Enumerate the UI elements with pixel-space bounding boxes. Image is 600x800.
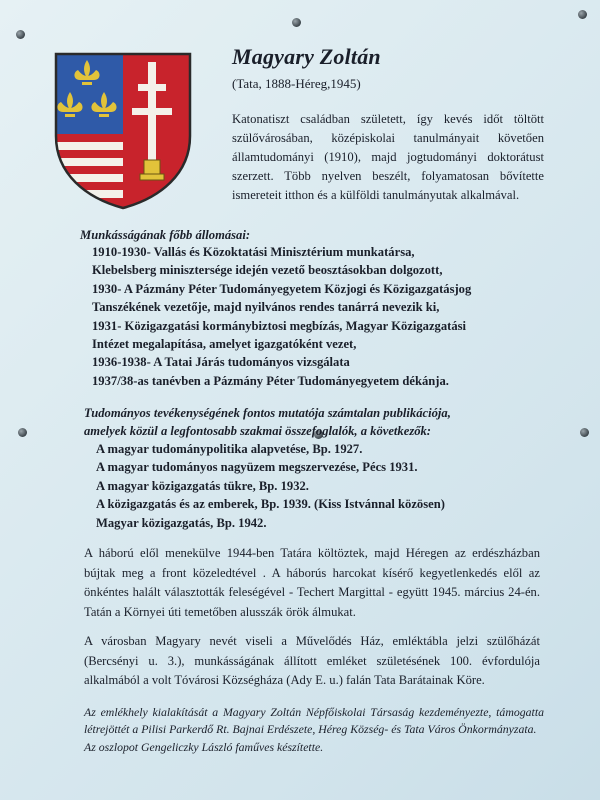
screw-mid-right: [580, 428, 589, 437]
career-line: 1930- A Pázmány Péter Tudományegyetem Közjogi és Közigazgatásjog: [92, 281, 472, 296]
intro-paragraph: Katonatiszt családban született, így kevés időt töltött szülővárosában, középiskolai tanulmányait követően államtudományi (1910), majd jogtudományi doktorátust szerzett. Több nyelven beszélt, folyamatosan bővítette ismereteit itthon és a külföldi tanulmányutak alkalmával.: [232, 112, 544, 202]
coat-of-arms-icon: [52, 50, 194, 212]
career-line: 1936-1938- A Tatai Járás tudományos vizsgálata: [92, 355, 350, 370]
screw-top-left: [16, 30, 25, 39]
publication-item: A közigazgatás és az emberek, Bp. 1939. (Kiss Istvánnal közösen): [96, 497, 445, 512]
publication-item: Magyar közigazgatás, Bp. 1942.: [96, 515, 267, 530]
footer-credit-line: Az oszlopot Gengeliczky László faműves készítette.: [84, 739, 324, 754]
screw-top-right: [578, 10, 587, 19]
publication-item: A magyar tudománypolitika alapvetése, Bp. 1927.: [96, 442, 363, 456]
career-list: [92, 243, 471, 390]
screw-mid-left: [18, 428, 27, 437]
page-subtitle: (Tata, 1888-Héreg,1945): [232, 76, 361, 91]
publication-item: A magyar közigazgatás tükre, Bp. 1932.: [96, 478, 309, 493]
footer-credits: [84, 704, 544, 756]
career-heading: Munkásságának főbb állomásai:: [80, 228, 251, 242]
career-line: 1937/38-as tanévben a Pázmány Péter Tudományegyetem dékánja.: [92, 373, 449, 388]
page-title: Magyary Zoltán: [232, 44, 381, 69]
screw-top-center: [292, 18, 301, 27]
war-paragraph: A háború elől menekülve 1944-ben Tatára költöztek, majd Héregen az erdészházban bújtak meg a front közeledtével . A háborús harcokat kísérő kegyetlenkedés elől az önkéntes halált választották feleségével - Techert Margittal - együtt 1945. március 24-én. Tatán a Környei úti temetőben alusszák örök álmukat.: [84, 546, 540, 619]
publications-heading: [84, 404, 451, 440]
career-line: Intézet megalapítása, amelyet igazgatóként vezet,: [92, 337, 357, 352]
shield-red-field: [123, 50, 194, 212]
publications-heading-line: Tudományos tevékenységének fontos mutatója számtalan publikációja,: [84, 406, 451, 420]
memory-paragraph: A városban Magyary nevét viseli a Művelődés Ház, emléktábla jelzi szülőházát (Bercsényi u. 3.), munkásságának állított emléket születésének 100. évfordulója alkalmából a volt Tóvárosi Községháza (Ady E. u.) falán Tata Barátainak Köre.: [84, 634, 540, 688]
career-line: 1910-1930- Vallás és Közoktatási Minisztérium munkatársa,: [92, 245, 415, 259]
career-line: Tanszékének vezetője, majd nyilvános rendes tanárrá nevezik ki,: [92, 300, 440, 315]
career-line: Klebelsberg minisztersége idején vezető beosztásokban dolgozott,: [92, 263, 443, 278]
footer-credit-line: Az emlékhely kialakítását a Magyary Zoltán Népfőiskolai Társaság kezdeményezte, támogatta létrejöttét a Pilisi Parkerdő Rt. Bajnai Erdészete, Héreg Község- és Tata Város Önkormányzata.: [84, 705, 544, 737]
publications-heading-line: amelyek közül a legfontosabb szakmai összefoglalók, a következők:: [84, 424, 432, 438]
publication-item: A magyar tudományos nagyüzem megszervezése, Pécs 1931.: [96, 460, 418, 475]
career-line: 1931- Közigazgatási kormánybiztosi megbízás, Magyar Közigazgatási: [92, 318, 467, 333]
publications-list: [96, 440, 445, 532]
